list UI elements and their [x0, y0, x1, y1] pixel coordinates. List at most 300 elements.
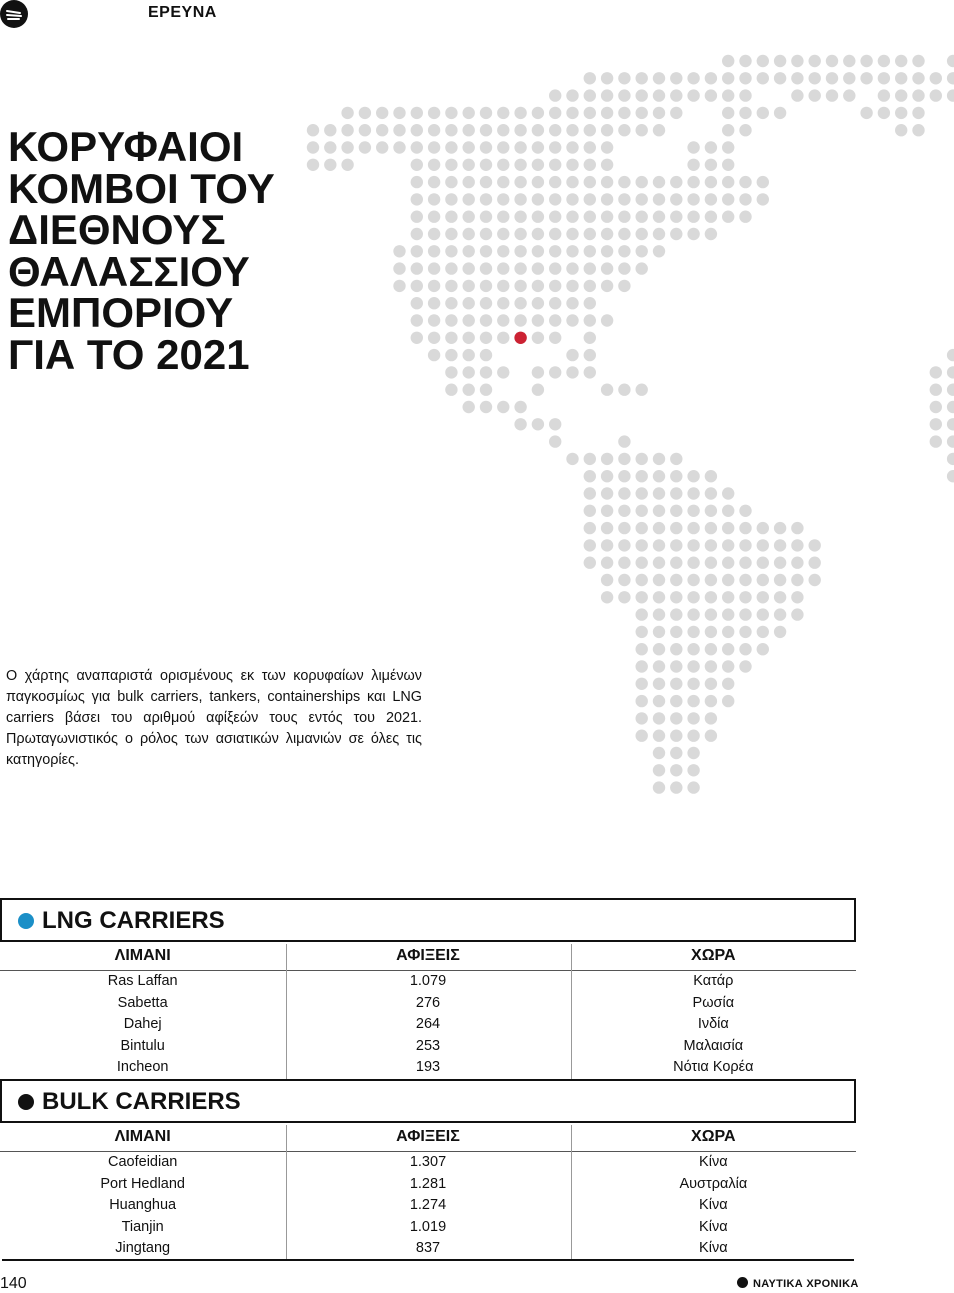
title-line: ΚΟΡΥΦΑΙΟΙ	[8, 123, 244, 170]
section-label: ΕΡΕΥΝΑ	[148, 4, 217, 21]
map-dot	[791, 539, 803, 551]
map-dot	[601, 176, 613, 188]
map-dot	[670, 730, 682, 742]
map-dot	[463, 245, 475, 257]
map-dot	[912, 124, 924, 136]
map-dot	[687, 159, 699, 171]
map-dot	[687, 574, 699, 586]
map-dot	[549, 228, 561, 240]
map-dot	[705, 193, 717, 205]
map-dot	[687, 678, 699, 690]
map-dot	[670, 781, 682, 793]
map-dot	[687, 730, 699, 742]
map-dot	[463, 314, 475, 326]
map-dot	[705, 591, 717, 603]
map-dot	[739, 211, 751, 223]
map-dot	[445, 228, 457, 240]
map-dot	[497, 332, 509, 344]
map-dot	[722, 107, 734, 119]
map-dot	[411, 228, 423, 240]
map-dot	[549, 280, 561, 292]
map-dot	[463, 211, 475, 223]
map-dot	[514, 418, 526, 430]
map-dot	[774, 557, 786, 569]
map-dot	[566, 89, 578, 101]
map-dot	[411, 314, 423, 326]
map-dot	[653, 643, 665, 655]
map-dot	[687, 228, 699, 240]
map-dot	[687, 747, 699, 759]
map-dot	[428, 332, 440, 344]
map-dot	[705, 176, 717, 188]
map-dot	[411, 211, 423, 223]
map-dot	[601, 141, 613, 153]
map-dot	[809, 574, 821, 586]
map-dot	[463, 366, 475, 378]
title-line: ΓΙΑ ΤΟ 2021	[8, 330, 250, 378]
map-dot	[584, 332, 596, 344]
map-dot	[705, 72, 717, 84]
map-dot	[532, 314, 544, 326]
map-dot	[601, 228, 613, 240]
map-dot	[722, 574, 734, 586]
map-dot	[601, 470, 613, 482]
map-dot	[636, 660, 648, 672]
map-dot	[618, 505, 630, 517]
map-dot	[532, 332, 544, 344]
map-dot	[670, 522, 682, 534]
map-dot	[687, 193, 699, 205]
map-dot	[636, 678, 648, 690]
map-dot	[584, 522, 596, 534]
map-dot	[324, 141, 336, 153]
map-dot	[497, 124, 509, 136]
map-dot	[618, 72, 630, 84]
map-dot	[947, 470, 954, 482]
intro-paragraph: Ο χάρτης αναπαριστά ορισμένους εκ των κορυφαίων λιμένων παγκοσμίως για bulk carriers, tankers, containerships και LNG carriers βάσει του αριθμού αφίξεών τους εντός του 2021. Πρωταγωνιστικός ο ρόλος των ασιατικών λιμανιών σε όλες τις κατηγορίες.	[6, 668, 422, 768]
map-dot	[930, 89, 942, 101]
map-dot	[514, 245, 526, 257]
map-dot	[774, 522, 786, 534]
map-dot	[601, 211, 613, 223]
map-dot	[514, 314, 526, 326]
bulk-dot-icon	[18, 1094, 34, 1110]
map-dot	[601, 539, 613, 551]
lng-dot-icon	[18, 913, 34, 929]
title-line: ΕΜΠΟΡΙΟΥ	[8, 289, 234, 336]
map-dot	[445, 297, 457, 309]
map-dot	[670, 193, 682, 205]
map-dot	[670, 228, 682, 240]
map-dot	[549, 107, 561, 119]
map-dot	[532, 193, 544, 205]
map-dot	[670, 747, 682, 759]
map-dot	[878, 107, 890, 119]
table-row: Incheon 193 Νότια Κορέα	[116, 1059, 754, 1075]
map-dot	[636, 262, 648, 274]
map-dot	[549, 176, 561, 188]
map-dot	[393, 141, 405, 153]
map-dot	[636, 522, 648, 534]
map-dot	[566, 228, 578, 240]
map-dot	[445, 332, 457, 344]
map-dot	[722, 522, 734, 534]
map-dot	[722, 176, 734, 188]
map-dot	[497, 280, 509, 292]
table-title: LNG CARRIERS	[42, 907, 225, 934]
map-dot	[722, 660, 734, 672]
map-dot	[532, 280, 544, 292]
map-dot	[722, 643, 734, 655]
map-dot	[670, 626, 682, 638]
map-dot	[497, 176, 509, 188]
map-dot	[549, 141, 561, 153]
map-dot	[428, 211, 440, 223]
map-dot	[566, 176, 578, 188]
map-dot	[774, 107, 786, 119]
map-dot	[636, 505, 648, 517]
map-dot	[618, 384, 630, 396]
map-dot	[670, 574, 682, 586]
map-dot	[601, 107, 613, 119]
map-dot	[687, 764, 699, 776]
map-dot	[584, 228, 596, 240]
map-dot	[653, 176, 665, 188]
map-dot	[912, 107, 924, 119]
map-dot	[428, 159, 440, 171]
map-dot	[584, 107, 596, 119]
map-dot	[480, 314, 492, 326]
map-dot	[722, 678, 734, 690]
map-dot	[445, 366, 457, 378]
map-dot	[670, 487, 682, 499]
bulk-carriers-table	[0, 1079, 856, 1260]
map-dot	[480, 262, 492, 274]
map-dot	[670, 695, 682, 707]
map-dot	[445, 211, 457, 223]
map-dot	[843, 89, 855, 101]
map-dot	[636, 643, 648, 655]
map-dot	[549, 159, 561, 171]
map-dot	[809, 72, 821, 84]
map-dot	[411, 159, 423, 171]
map-dot	[636, 89, 648, 101]
map-dot	[895, 89, 907, 101]
map-dot	[428, 349, 440, 361]
map-dot	[722, 608, 734, 620]
map-dot	[428, 141, 440, 153]
map-dot	[601, 314, 613, 326]
map-dot	[566, 366, 578, 378]
map-dot	[757, 574, 769, 586]
map-dot	[636, 591, 648, 603]
map-dot	[791, 72, 803, 84]
map-dot	[653, 453, 665, 465]
map-dot	[809, 55, 821, 67]
map-dot	[809, 539, 821, 551]
col-port: ΛΙΜΑΝΙ	[114, 1128, 171, 1145]
map-dot	[549, 245, 561, 257]
map-dot	[601, 384, 613, 396]
map-dot	[930, 72, 942, 84]
table-row: Dahej 264 Ινδία	[123, 1016, 729, 1032]
map-dot	[687, 712, 699, 724]
map-dot	[774, 626, 786, 638]
map-dot	[757, 72, 769, 84]
map-dot	[463, 297, 475, 309]
map-dot	[514, 211, 526, 223]
map-dot	[791, 522, 803, 534]
map-dot	[584, 262, 596, 274]
map-dot	[497, 297, 509, 309]
map-dot	[601, 89, 613, 101]
map-dot	[947, 55, 954, 67]
map-dot	[618, 539, 630, 551]
map-dot	[445, 176, 457, 188]
map-dot	[705, 505, 717, 517]
map-dot	[341, 124, 353, 136]
map-dot	[618, 262, 630, 274]
map-dot	[549, 366, 561, 378]
map-dot	[376, 124, 388, 136]
map-dot	[411, 193, 423, 205]
map-dot	[636, 107, 648, 119]
map-dot	[549, 262, 561, 274]
map-dot	[428, 262, 440, 274]
table-title: BULK CARRIERS	[42, 1088, 241, 1115]
map-dot	[705, 539, 717, 551]
map-dot	[480, 107, 492, 119]
map-dot	[601, 193, 613, 205]
map-dot	[566, 262, 578, 274]
map-dot	[687, 643, 699, 655]
map-dot	[584, 349, 596, 361]
map-dot	[860, 72, 872, 84]
map-dot	[549, 314, 561, 326]
map-dot	[653, 505, 665, 517]
map-dot	[618, 280, 630, 292]
title-line: ΔΙΕΘΝΟΥΣ	[8, 206, 226, 253]
map-dot	[670, 505, 682, 517]
map-dot	[601, 159, 613, 171]
map-dot	[584, 159, 596, 171]
map-dot	[566, 245, 578, 257]
map-dot	[463, 262, 475, 274]
col-country: ΧΩΡΑ	[691, 1128, 736, 1145]
map-dot	[463, 159, 475, 171]
map-dot	[428, 297, 440, 309]
map-dot	[947, 366, 954, 378]
map-dot	[947, 401, 954, 413]
map-dot	[687, 487, 699, 499]
map-dot	[428, 193, 440, 205]
map-dot	[480, 297, 492, 309]
col-port: ΛΙΜΑΝΙ	[114, 947, 171, 964]
map-dot	[618, 211, 630, 223]
table-row: Port Hedland 1.281 Αυστραλία	[100, 1175, 748, 1192]
map-dot	[532, 297, 544, 309]
map-dot	[532, 384, 544, 396]
map-dot	[722, 124, 734, 136]
map-dot	[497, 159, 509, 171]
map-dot	[307, 124, 319, 136]
map-dot	[722, 211, 734, 223]
map-dot	[705, 89, 717, 101]
map-dot	[687, 141, 699, 153]
map-dot	[670, 557, 682, 569]
map-dot	[566, 124, 578, 136]
map-dot	[653, 678, 665, 690]
map-dot	[636, 193, 648, 205]
map-dot	[584, 505, 596, 517]
map-dot	[549, 332, 561, 344]
map-dot	[636, 72, 648, 84]
map-dot	[480, 193, 492, 205]
map-dot	[757, 193, 769, 205]
map-dot	[653, 557, 665, 569]
map-dot	[653, 487, 665, 499]
map-dot	[480, 280, 492, 292]
map-dot	[463, 176, 475, 188]
map-dot	[653, 522, 665, 534]
map-dot	[601, 505, 613, 517]
map-dot	[705, 470, 717, 482]
map-dot	[549, 418, 561, 430]
map-dot	[497, 314, 509, 326]
map-dot	[653, 470, 665, 482]
map-dot	[584, 280, 596, 292]
map-dot	[601, 72, 613, 84]
map-dot	[463, 141, 475, 153]
map-dot	[463, 107, 475, 119]
map-dot	[687, 695, 699, 707]
map-dot	[514, 141, 526, 153]
map-dot	[566, 453, 578, 465]
map-dot	[653, 660, 665, 672]
map-dot	[393, 107, 405, 119]
map-dot	[601, 487, 613, 499]
map-dot	[341, 141, 353, 153]
map-dot	[947, 384, 954, 396]
map-dot	[463, 228, 475, 240]
col-arrivals: ΑΦΙΞΕΙΣ	[396, 1128, 460, 1145]
map-dot	[636, 124, 648, 136]
map-dot	[428, 228, 440, 240]
map-dot	[930, 384, 942, 396]
map-dot	[809, 89, 821, 101]
map-dot	[705, 141, 717, 153]
map-dot	[705, 608, 717, 620]
map-dot	[670, 107, 682, 119]
map-dot	[618, 522, 630, 534]
map-dot	[618, 435, 630, 447]
map-dot	[722, 557, 734, 569]
map-dot	[791, 608, 803, 620]
map-dot	[636, 574, 648, 586]
map-dot	[376, 107, 388, 119]
map-dot	[514, 193, 526, 205]
map-dot	[878, 72, 890, 84]
map-dot	[653, 712, 665, 724]
map-dot	[618, 176, 630, 188]
map-dot	[670, 591, 682, 603]
map-dot	[722, 487, 734, 499]
map-dot	[705, 211, 717, 223]
map-dot	[636, 245, 648, 257]
map-dot	[653, 730, 665, 742]
map-dot	[480, 384, 492, 396]
map-dot	[480, 332, 492, 344]
map-dot	[878, 89, 890, 101]
map-dot	[757, 557, 769, 569]
map-dot	[359, 107, 371, 119]
map-dot	[636, 608, 648, 620]
map-dot	[463, 193, 475, 205]
map-dot	[705, 626, 717, 638]
map-dot	[601, 262, 613, 274]
map-dot	[497, 193, 509, 205]
map-dot	[670, 176, 682, 188]
map-dot	[411, 262, 423, 274]
map-dot	[480, 211, 492, 223]
map-dot	[463, 384, 475, 396]
map-dot	[566, 107, 578, 119]
map-dot	[739, 608, 751, 620]
map-dot	[739, 626, 751, 638]
map-dot	[411, 297, 423, 309]
map-dot	[463, 349, 475, 361]
title-line: ΘΑΛΑΣΣΙΟΥ	[8, 247, 250, 295]
map-dot	[774, 591, 786, 603]
map-dot	[445, 245, 457, 257]
map-dot	[947, 72, 954, 84]
map-dot	[532, 211, 544, 223]
map-dot	[687, 781, 699, 793]
map-dot	[895, 124, 907, 136]
map-dot	[532, 124, 544, 136]
map-dot	[636, 557, 648, 569]
col-country: ΧΩΡΑ	[691, 947, 736, 964]
map-dot	[757, 539, 769, 551]
map-dot	[653, 89, 665, 101]
map-dot	[653, 211, 665, 223]
map-dot	[653, 591, 665, 603]
page-number: 140	[0, 1275, 27, 1292]
map-dot	[930, 366, 942, 378]
map-dot	[411, 332, 423, 344]
map-dot	[687, 522, 699, 534]
map-dot	[601, 124, 613, 136]
table-row: Sabetta 276 Ρωσία	[117, 994, 735, 1011]
map-dot	[618, 124, 630, 136]
map-dot	[722, 539, 734, 551]
brand-logo-icon	[737, 1277, 748, 1288]
map-dot	[912, 55, 924, 67]
brand-footer: ΝΑΥΤΙΚΑ ΧΡΟΝΙΚΑ	[737, 1277, 859, 1290]
map-dot	[705, 695, 717, 707]
map-dot	[636, 695, 648, 707]
map-dot	[584, 453, 596, 465]
map-dot	[566, 349, 578, 361]
map-dot	[774, 608, 786, 620]
map-dot	[809, 557, 821, 569]
map-dot	[359, 141, 371, 153]
map-dot	[774, 72, 786, 84]
map-dot	[653, 124, 665, 136]
map-dot	[514, 280, 526, 292]
map-dot	[653, 608, 665, 620]
map-dot	[532, 228, 544, 240]
